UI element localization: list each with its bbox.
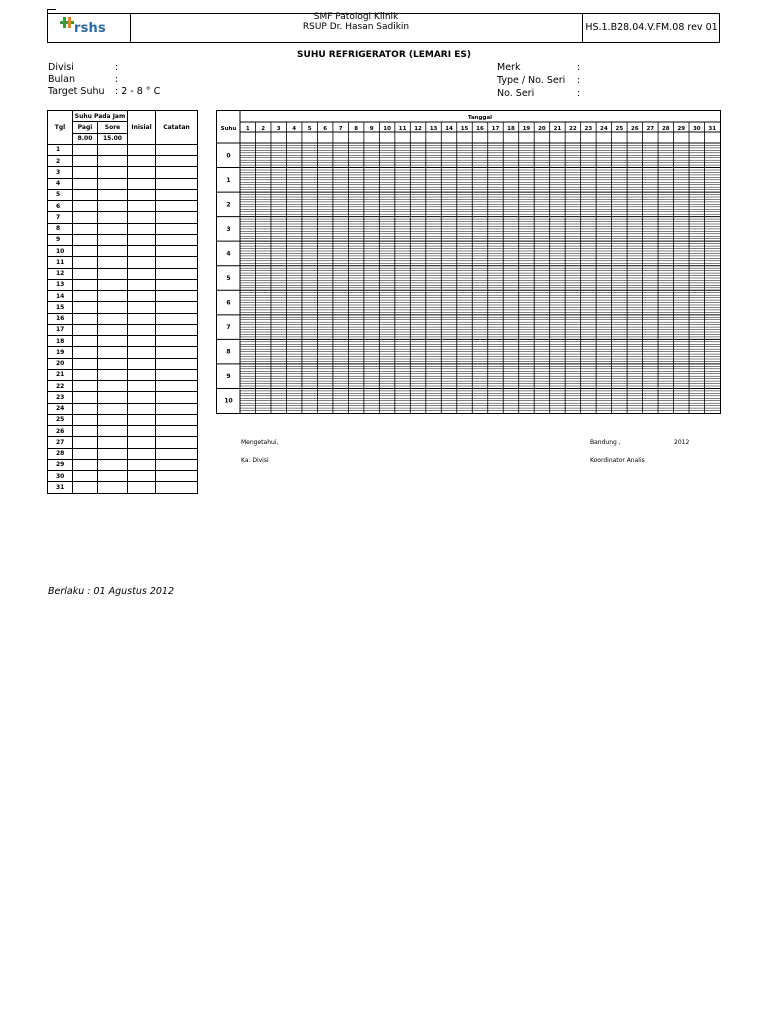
ka-divisi-label: Ka. Divisi: [241, 457, 269, 464]
catatan-cell[interactable]: [156, 156, 198, 167]
table-row: [48, 437, 198, 448]
inisial-cell[interactable]: [128, 167, 156, 178]
inisial-cell[interactable]: [128, 223, 156, 234]
table-row: [48, 201, 198, 212]
catatan-cell[interactable]: [156, 369, 198, 380]
pagi-cell[interactable]: [73, 426, 98, 437]
temperature-label: 6: [226, 299, 231, 307]
catatan-cell[interactable]: [156, 381, 198, 392]
date-label: 22: [569, 126, 577, 132]
table-row: [48, 482, 198, 493]
table-row: [48, 268, 198, 279]
table-row: [48, 414, 198, 425]
pagi-cell[interactable]: [73, 324, 98, 335]
table-row: [48, 347, 198, 358]
table-row: [48, 178, 198, 189]
table-row: [48, 392, 198, 403]
pagi-cell[interactable]: [73, 144, 98, 155]
pagi-cell[interactable]: [73, 189, 98, 200]
date-label: 9: [369, 126, 374, 132]
sore-cell[interactable]: [98, 201, 128, 212]
sore-cell[interactable]: [98, 471, 128, 482]
pagi-cell[interactable]: [73, 167, 98, 178]
day-number: 10: [48, 246, 73, 257]
department-name: SMF Patologi Klinik: [313, 12, 399, 22]
catatan-cell[interactable]: [156, 358, 198, 369]
day-number: 3: [48, 167, 73, 178]
pagi-cell[interactable]: [73, 459, 98, 470]
table-row: [48, 448, 198, 459]
temperature-label: 10: [224, 397, 233, 405]
date-label: 29: [677, 126, 686, 132]
date-label: 20: [538, 126, 546, 132]
table-row: [48, 223, 198, 234]
day-number: 22: [48, 381, 73, 392]
day-number: 9: [48, 234, 73, 245]
header-pagi: Pagi: [73, 122, 98, 133]
sore-cell[interactable]: [98, 381, 128, 392]
label-type: Type / No. Seri: [497, 75, 566, 86]
temperature-label: 4: [226, 250, 231, 258]
catatan-cell[interactable]: [156, 471, 198, 482]
date-label: 2: [261, 126, 266, 132]
day-number: 7: [48, 212, 73, 223]
date-label: 12: [414, 126, 422, 132]
sore-cell[interactable]: [98, 369, 128, 380]
daily-temperature-table: [47, 110, 198, 494]
catatan-cell[interactable]: [156, 257, 198, 268]
inisial-cell[interactable]: [128, 302, 156, 313]
sore-cell[interactable]: [98, 178, 128, 189]
pagi-cell[interactable]: [73, 448, 98, 459]
date-label: 25: [615, 126, 624, 132]
label-no-seri: No. Seri: [497, 88, 535, 99]
hospital-name: RSUP Dr. Hasan Sadikin: [302, 22, 410, 32]
catatan-cell[interactable]: [156, 347, 198, 358]
table-row: [48, 189, 198, 200]
sore-cell[interactable]: [98, 426, 128, 437]
document-code: HS.1.B28.04.V.FM.08 rev 01: [585, 22, 718, 33]
sore-cell[interactable]: [98, 234, 128, 245]
header-sore: Sore: [98, 122, 128, 133]
date-label: 21: [553, 126, 562, 132]
sore-cell[interactable]: [98, 189, 128, 200]
header-tgl: Tgl: [48, 111, 73, 145]
inisial-cell[interactable]: [128, 459, 156, 470]
inisial-cell[interactable]: [128, 358, 156, 369]
pagi-cell[interactable]: [73, 358, 98, 369]
sore-cell[interactable]: [98, 448, 128, 459]
label-divisi: Divisi: [48, 62, 74, 73]
inisial-cell[interactable]: [128, 482, 156, 493]
sore-cell[interactable]: [98, 246, 128, 257]
inisial-cell[interactable]: [128, 201, 156, 212]
date-label: 6: [323, 126, 328, 132]
year-label: 2012: [674, 439, 690, 446]
day-number: 16: [48, 313, 73, 324]
sore-cell[interactable]: [98, 313, 128, 324]
logo-cell: [48, 14, 131, 42]
table-row: [48, 234, 198, 245]
sore-cell[interactable]: [98, 414, 128, 425]
temperature-grid-lines: [217, 111, 720, 413]
label-bulan: Bulan: [48, 74, 76, 85]
temperature-label: 5: [226, 275, 231, 282]
label-target-suhu: Target Suhu: [48, 86, 105, 97]
pagi-cell[interactable]: [73, 178, 98, 189]
table-row: [48, 369, 198, 380]
date-label: 24: [600, 126, 608, 132]
sore-cell[interactable]: [98, 459, 128, 470]
pagi-cell[interactable]: [73, 381, 98, 392]
sore-cell[interactable]: [98, 156, 128, 167]
pagi-cell[interactable]: [73, 201, 98, 212]
day-number: 28: [48, 448, 73, 459]
inisial-cell[interactable]: [128, 369, 156, 380]
inisial-cell[interactable]: [128, 268, 156, 279]
catatan-cell[interactable]: [156, 414, 198, 425]
inisial-cell[interactable]: [128, 156, 156, 167]
inisial-cell[interactable]: [128, 324, 156, 335]
temperature-label: 9: [226, 373, 231, 381]
temperature-label: 2: [226, 201, 231, 209]
day-number: 4: [48, 178, 73, 189]
date-label: 1: [245, 126, 250, 132]
table-row: [48, 212, 198, 223]
date-label: 3: [276, 126, 281, 132]
date-label: 7: [338, 126, 343, 132]
table-row: [48, 403, 198, 414]
date-label: 8: [354, 126, 359, 132]
table-row: [48, 471, 198, 482]
header-catatan: Catatan: [156, 111, 198, 145]
value-type: :: [577, 75, 581, 86]
sore-cell[interactable]: [98, 223, 128, 234]
bandung-label: Bandung ,: [590, 439, 621, 446]
hospital-cell: [130, 14, 583, 42]
catatan-cell[interactable]: [156, 482, 198, 493]
value-bulan: :: [115, 74, 119, 85]
sore-cell[interactable]: [98, 302, 128, 313]
table-row: [48, 381, 198, 392]
mengetahui-label: Mengetahui,: [241, 439, 279, 446]
catatan-cell[interactable]: [156, 201, 198, 212]
sore-cell[interactable]: [98, 358, 128, 369]
catatan-cell[interactable]: [156, 223, 198, 234]
day-number: 29: [48, 459, 73, 470]
info-left: [48, 62, 248, 102]
sore-cell[interactable]: [98, 347, 128, 358]
document-header: [47, 13, 720, 43]
date-label: 27: [646, 126, 655, 132]
pagi-cell[interactable]: [73, 279, 98, 290]
koordinator-label: Koordinator Analis: [590, 457, 645, 464]
time-pagi: 8.00: [73, 133, 98, 144]
pagi-cell[interactable]: [73, 336, 98, 347]
date-label: 15: [460, 126, 469, 132]
date-label: 5: [307, 126, 312, 132]
day-number: 2: [48, 156, 73, 167]
pagi-cell[interactable]: [73, 369, 98, 380]
inisial-cell[interactable]: [128, 212, 156, 223]
sore-cell[interactable]: [98, 257, 128, 268]
inisial-cell[interactable]: [128, 189, 156, 200]
pagi-cell[interactable]: [73, 212, 98, 223]
inisial-cell[interactable]: [128, 144, 156, 155]
temperature-label: 0: [226, 152, 231, 160]
sore-cell[interactable]: [98, 167, 128, 178]
catatan-cell[interactable]: [156, 448, 198, 459]
table-row: [48, 324, 198, 335]
value-merk: :: [577, 62, 581, 73]
pagi-cell[interactable]: [73, 291, 98, 302]
day-number: 19: [48, 347, 73, 358]
sore-cell[interactable]: [98, 336, 128, 347]
pagi-cell[interactable]: [73, 268, 98, 279]
inisial-cell[interactable]: [128, 246, 156, 257]
label-merk: Merk: [497, 62, 521, 73]
table-row: [48, 167, 198, 178]
inisial-cell[interactable]: [128, 437, 156, 448]
inisial-cell[interactable]: [128, 257, 156, 268]
temperature-label: 7: [226, 324, 231, 332]
inisial-cell[interactable]: [128, 392, 156, 403]
inisial-cell[interactable]: [128, 381, 156, 392]
date-label: 17: [491, 126, 500, 132]
sore-cell[interactable]: [98, 392, 128, 403]
table-row: [48, 336, 198, 347]
table-row: [48, 144, 198, 155]
catatan-cell[interactable]: [156, 144, 198, 155]
logo-text: rshs: [74, 21, 106, 36]
date-label: 10: [383, 126, 391, 132]
time-sore: 15.00: [98, 133, 128, 144]
day-number: 11: [48, 257, 73, 268]
date-label: 14: [445, 126, 453, 132]
inisial-cell[interactable]: [128, 336, 156, 347]
day-number: 15: [48, 302, 73, 313]
catatan-cell[interactable]: [156, 178, 198, 189]
value-divisi: :: [115, 62, 119, 73]
pagi-cell[interactable]: [73, 234, 98, 245]
sore-cell[interactable]: [98, 437, 128, 448]
day-number: 23: [48, 392, 73, 403]
pagi-cell[interactable]: [73, 257, 98, 268]
pagi-cell[interactable]: [73, 471, 98, 482]
info-right: [497, 62, 697, 102]
header-suhu-pada-jam: Suhu Pada Jam: [73, 111, 128, 122]
day-number: 24: [48, 403, 73, 414]
day-number: 20: [48, 358, 73, 369]
day-number: 21: [48, 369, 73, 380]
catatan-cell[interactable]: [156, 291, 198, 302]
day-number: 26: [48, 426, 73, 437]
day-number: 18: [48, 336, 73, 347]
table-row: [48, 302, 198, 313]
pagi-cell[interactable]: [73, 482, 98, 493]
catatan-cell[interactable]: [156, 426, 198, 437]
table-row: [48, 291, 198, 302]
catatan-cell[interactable]: [156, 403, 198, 414]
date-label: 23: [584, 126, 593, 132]
pagi-cell[interactable]: [73, 156, 98, 167]
inisial-cell[interactable]: [128, 234, 156, 245]
sore-cell[interactable]: [98, 212, 128, 223]
value-no-seri: :: [577, 88, 581, 99]
day-number: 27: [48, 437, 73, 448]
pagi-cell[interactable]: [73, 414, 98, 425]
pagi-cell[interactable]: [73, 302, 98, 313]
table-row: [48, 257, 198, 268]
inisial-cell[interactable]: [128, 426, 156, 437]
pagi-cell[interactable]: [73, 392, 98, 403]
inisial-cell[interactable]: [128, 414, 156, 425]
temperature-grid: [216, 110, 721, 414]
temperature-label: 1: [226, 176, 231, 184]
table-row: [48, 426, 198, 437]
pagi-cell[interactable]: [73, 347, 98, 358]
header-inisial: Inisial: [128, 111, 156, 145]
date-label: 26: [631, 126, 639, 132]
inisial-cell[interactable]: [128, 403, 156, 414]
value-target-suhu: : 2 - 8 ° C: [115, 86, 161, 97]
day-number: 13: [48, 279, 73, 290]
catatan-cell[interactable]: [156, 234, 198, 245]
inisial-cell[interactable]: [128, 347, 156, 358]
day-number: 17: [48, 324, 73, 335]
inisial-cell[interactable]: [128, 178, 156, 189]
pagi-cell[interactable]: [73, 313, 98, 324]
date-label: 18: [507, 126, 515, 132]
temperature-label: 3: [226, 225, 231, 233]
sore-cell[interactable]: [98, 291, 128, 302]
sore-cell[interactable]: [98, 279, 128, 290]
day-number: 5: [48, 189, 73, 200]
inisial-cell[interactable]: [128, 291, 156, 302]
table-row: [48, 156, 198, 167]
date-label: 30: [692, 126, 701, 132]
catatan-cell[interactable]: [156, 268, 198, 279]
inisial-cell[interactable]: [128, 279, 156, 290]
day-number: 8: [48, 223, 73, 234]
catatan-cell[interactable]: [156, 336, 198, 347]
day-number: 14: [48, 291, 73, 302]
date-label: 31: [708, 126, 717, 132]
sore-cell[interactable]: [98, 403, 128, 414]
sore-cell[interactable]: [98, 482, 128, 493]
catatan-cell[interactable]: [156, 212, 198, 223]
form-title: SUHU REFRIGERATOR (LEMARI ES): [297, 50, 471, 60]
day-number: 25: [48, 414, 73, 425]
table-row: [48, 358, 198, 369]
catatan-cell[interactable]: [156, 189, 198, 200]
sore-cell[interactable]: [98, 324, 128, 335]
table-row: [48, 313, 198, 324]
inisial-cell[interactable]: [128, 471, 156, 482]
catatan-cell[interactable]: [156, 246, 198, 257]
date-label: 4: [292, 126, 297, 132]
pagi-cell[interactable]: [73, 437, 98, 448]
catatan-cell[interactable]: [156, 279, 198, 290]
date-label: 11: [398, 126, 407, 132]
date-label: 19: [522, 126, 531, 132]
inisial-cell[interactable]: [128, 313, 156, 324]
catatan-cell[interactable]: [156, 392, 198, 403]
table-row: [48, 246, 198, 257]
catatan-cell[interactable]: [156, 302, 198, 313]
catatan-cell[interactable]: [156, 324, 198, 335]
day-number: 6: [48, 201, 73, 212]
day-number: 31: [48, 482, 73, 493]
date-label: 28: [661, 126, 670, 132]
sore-cell[interactable]: [98, 268, 128, 279]
catatan-cell[interactable]: [156, 313, 198, 324]
effective-date: Berlaku : 01 Agustus 2012: [48, 586, 174, 597]
day-number: 30: [48, 471, 73, 482]
catatan-cell[interactable]: [156, 437, 198, 448]
suhu-header: Suhu: [220, 126, 237, 132]
table-row: [48, 279, 198, 290]
pagi-cell[interactable]: [73, 223, 98, 234]
temperature-label: 8: [226, 348, 231, 356]
inisial-cell[interactable]: [128, 448, 156, 459]
catatan-cell[interactable]: [156, 459, 198, 470]
table-row: [48, 459, 198, 470]
day-number: 12: [48, 268, 73, 279]
date-label: 16: [476, 126, 484, 132]
tanggal-header: Tanggal: [467, 115, 493, 121]
pagi-cell[interactable]: [73, 403, 98, 414]
sore-cell[interactable]: [98, 144, 128, 155]
catatan-cell[interactable]: [156, 167, 198, 178]
pagi-cell[interactable]: [73, 246, 98, 257]
day-number: 1: [48, 144, 73, 155]
date-label: 13: [429, 126, 438, 132]
